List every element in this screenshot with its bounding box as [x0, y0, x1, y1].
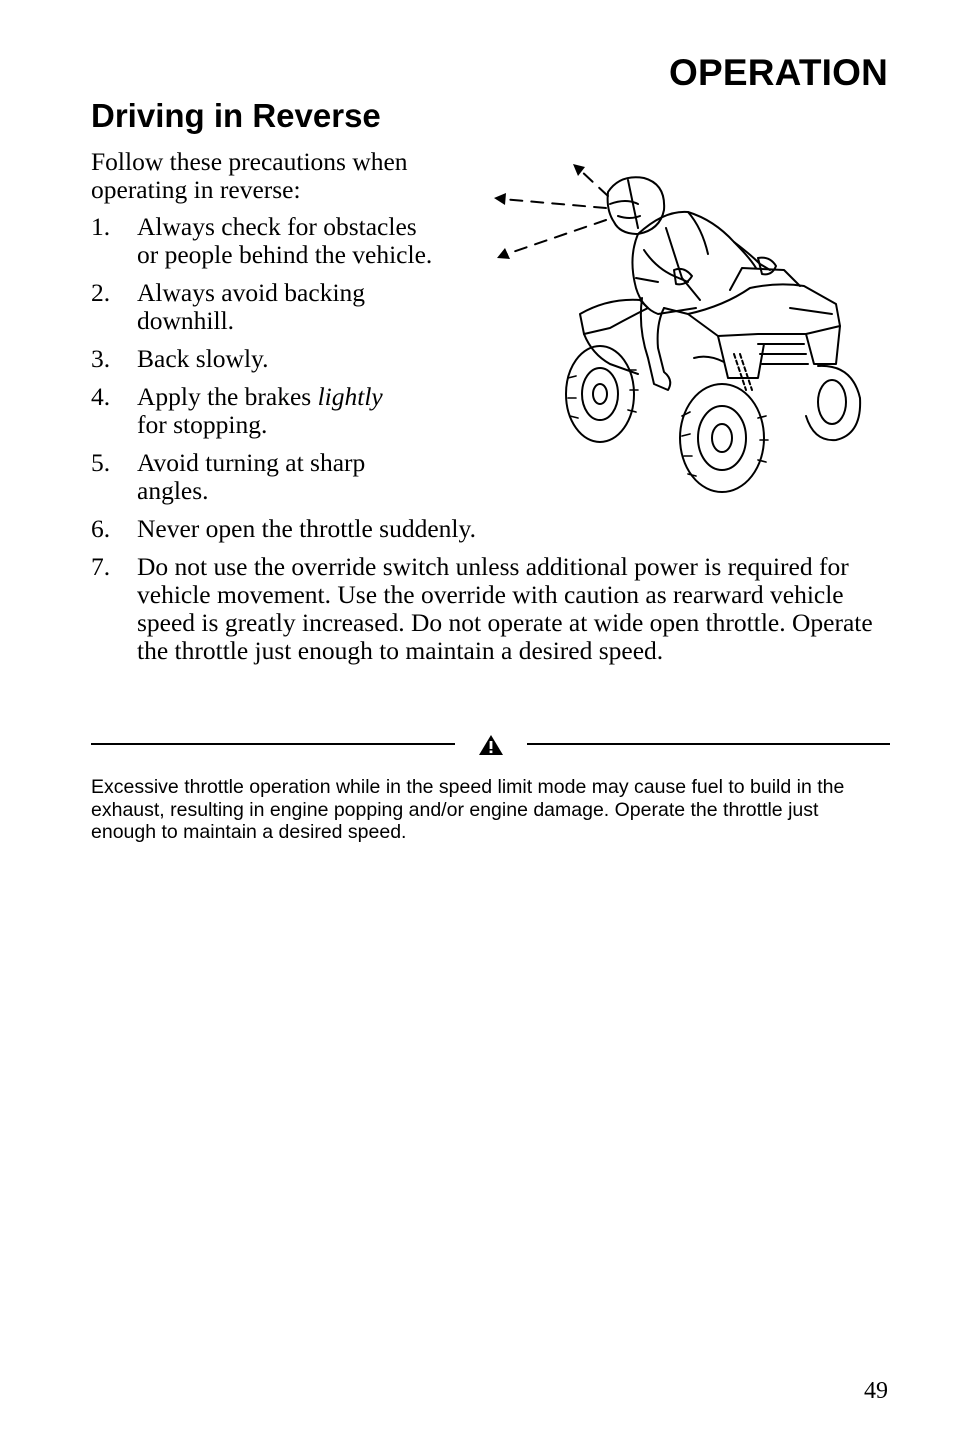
list-item — [91, 279, 437, 335]
list-item — [91, 449, 437, 505]
list-item-number: 7. — [91, 552, 111, 581]
list-item-text: Always check for obstacles or people behind the vehicle. — [137, 212, 433, 269]
page-number: 49 — [864, 1378, 888, 1404]
list-item — [91, 213, 437, 269]
list-item-text-pre: Apply the brakes — [137, 382, 318, 411]
warning-text: Excessive throttle operation while in the speed limit mode may cause fuel to build in the exhaust, resulting in engine popping and/or engine damage. Operate the throttle just enough to maintain a desired speed. — [91, 776, 845, 843]
list-item — [91, 553, 881, 665]
list-item-number: 5. — [91, 448, 111, 477]
list-item — [91, 515, 881, 543]
front-wheel-right — [806, 366, 860, 440]
warning-rule-right — [527, 743, 890, 745]
atv-rider-illustration — [488, 158, 868, 498]
list-item-number: 2. — [91, 278, 111, 307]
list-item — [91, 345, 437, 373]
list-item-number: 6. — [91, 514, 111, 543]
intro-text: Follow these precautions when operating in reverse: — [91, 147, 408, 204]
list-item-text: Never open the throttle suddenly. — [137, 514, 476, 543]
list-item-text: Back slowly. — [137, 344, 269, 373]
warning-triangle-icon — [478, 734, 504, 756]
list-item-number: 4. — [91, 382, 111, 411]
page-title: Driving in Reverse — [91, 97, 381, 134]
list-item-text: Do not use the override switch unless additional power is required for vehicle movement. Use the override with caution as rearward vehicle speed is greatly increased. Do not operate at wide open throttle. Operate the throttle just enough to maintain a desired speed. — [137, 552, 873, 665]
sight-line-arrows — [502, 170, 608, 255]
list-item-emphasis: lightly — [317, 382, 383, 411]
list-item-text-post: for stopping. — [137, 410, 268, 439]
list-item — [91, 383, 417, 439]
list-item-text: Avoid turning at sharp angles. — [137, 448, 366, 505]
warning-rule-left — [91, 743, 455, 745]
rear-wheel-left — [566, 346, 634, 442]
section-header: OPERATION — [668, 52, 888, 93]
list-item-number: 3. — [91, 344, 111, 373]
list-item-number: 1. — [91, 212, 111, 241]
list-item-text: Always avoid backing downhill. — [137, 278, 366, 335]
